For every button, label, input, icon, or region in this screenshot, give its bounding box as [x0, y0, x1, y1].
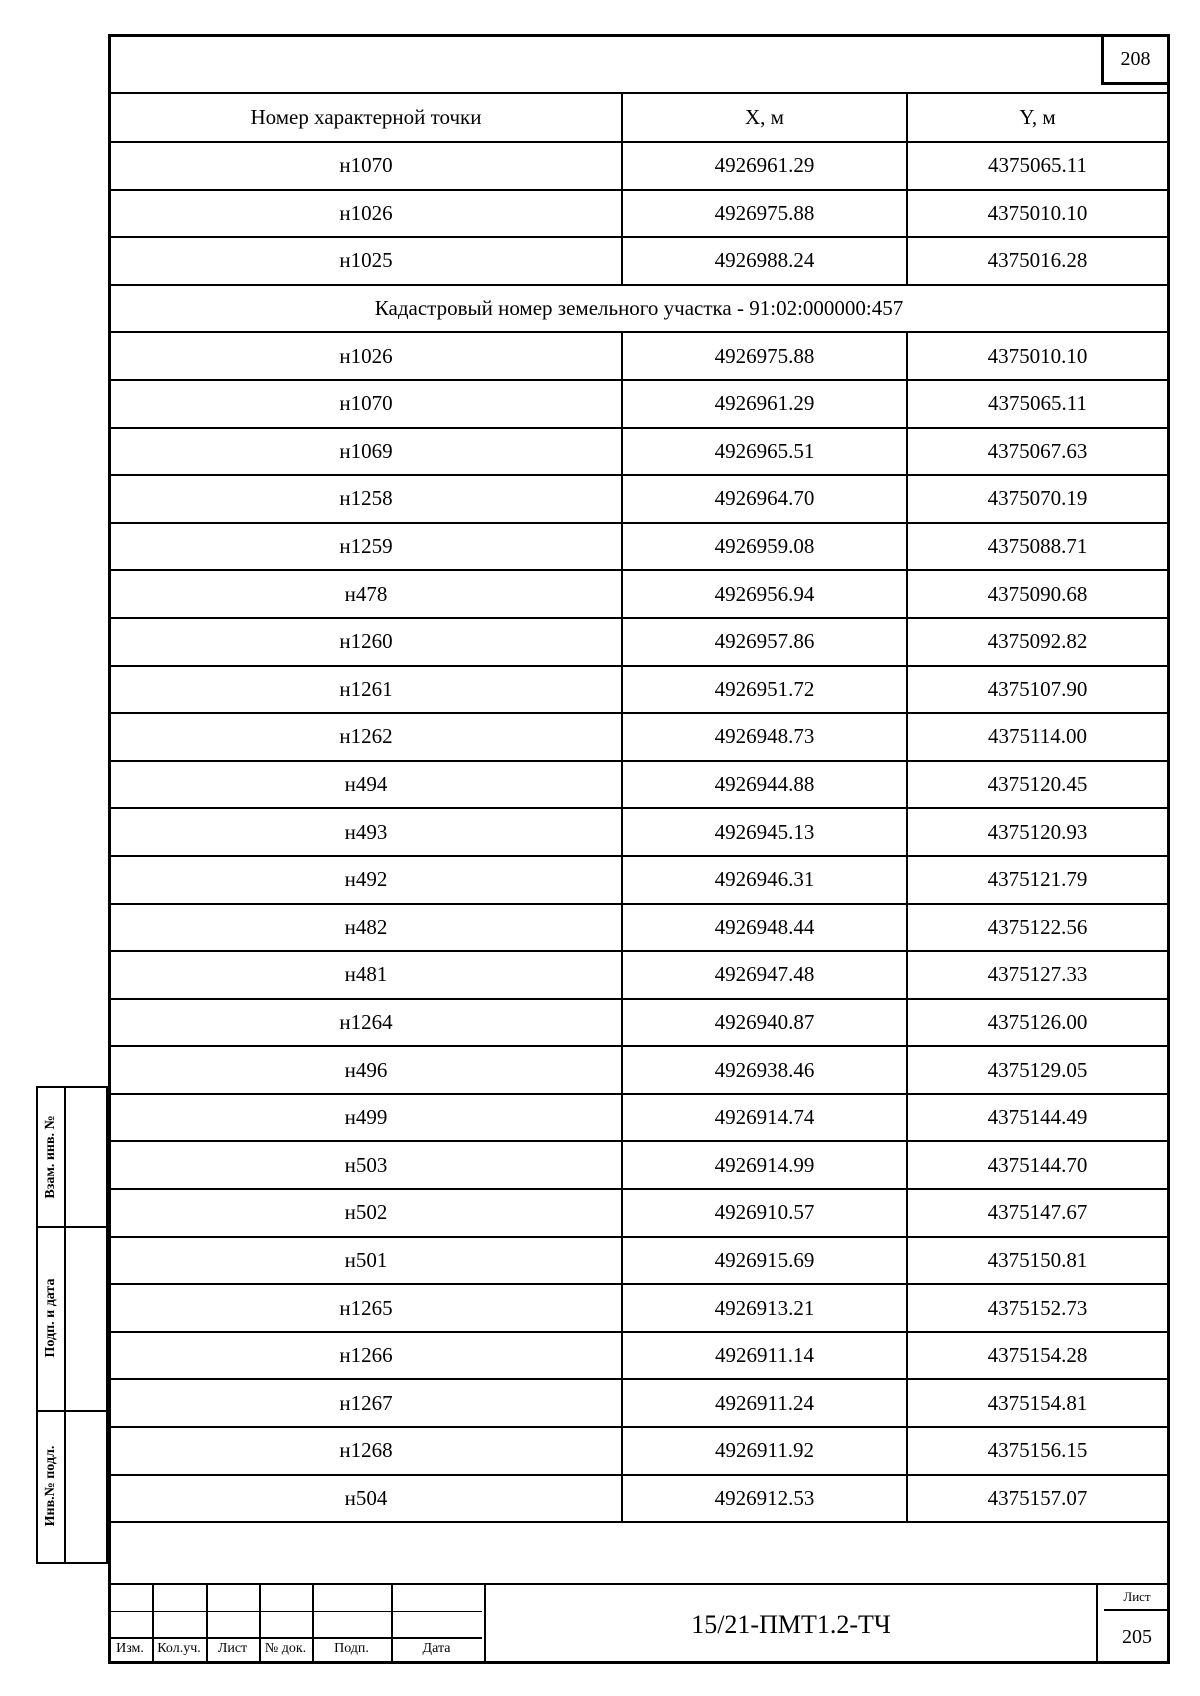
point-cell: н1260 [111, 618, 622, 666]
x-cell: 4926915.69 [622, 1237, 907, 1285]
table-row [111, 1046, 1167, 1094]
y-cell: 4375156.15 [907, 1427, 1167, 1475]
table-header-row [111, 93, 1167, 142]
y-cell: 4375067.63 [907, 428, 1167, 476]
x-cell: 4926975.88 [622, 332, 907, 380]
y-cell: 4375090.68 [907, 570, 1167, 618]
x-cell: 4926961.29 [622, 380, 907, 428]
point-cell: н1261 [111, 666, 622, 714]
x-cell: 4926914.99 [622, 1141, 907, 1189]
point-cell: н494 [111, 761, 622, 809]
x-cell: 4926951.72 [622, 666, 907, 714]
coordinates-table [111, 92, 1167, 1523]
table-row [111, 1141, 1167, 1189]
point-cell: н1026 [111, 190, 622, 238]
x-cell: 4926946.31 [622, 856, 907, 904]
point-cell: н493 [111, 808, 622, 856]
point-cell: н1025 [111, 237, 622, 285]
x-cell: 4926938.46 [622, 1046, 907, 1094]
x-cell: 4926947.48 [622, 951, 907, 999]
page-number-top: 208 [1101, 37, 1167, 85]
y-cell: 4375154.28 [907, 1332, 1167, 1380]
y-cell: 4375147.67 [907, 1189, 1167, 1237]
point-cell: н1070 [111, 380, 622, 428]
y-cell: 4375144.70 [907, 1141, 1167, 1189]
table-row [111, 904, 1167, 952]
col-izm: Изм. [116, 1641, 144, 1656]
page-frame [108, 34, 1170, 1664]
table-row [111, 1189, 1167, 1237]
table-body [111, 142, 1167, 1522]
sheet-label: Лист [1104, 1585, 1170, 1611]
table-row [111, 1284, 1167, 1332]
col-doc-no: № док. [264, 1641, 307, 1656]
col-data: Дата [422, 1641, 451, 1656]
table-row [111, 570, 1167, 618]
x-cell: 4926948.44 [622, 904, 907, 952]
table-row [111, 142, 1167, 190]
table-row [111, 1332, 1167, 1380]
x-cell: 4926956.94 [622, 570, 907, 618]
y-cell: 4375154.81 [907, 1379, 1167, 1427]
point-cell: н1267 [111, 1379, 622, 1427]
table-row [111, 190, 1167, 238]
y-cell: 4375088.71 [907, 523, 1167, 571]
table-row [111, 999, 1167, 1047]
header-x: X, м [622, 93, 907, 142]
margin-podp-data [36, 1226, 108, 1412]
margin-label: Взам. инв. № [43, 1115, 58, 1199]
x-cell: 4926940.87 [622, 999, 907, 1047]
y-cell: 4375152.73 [907, 1284, 1167, 1332]
table-row [111, 618, 1167, 666]
point-cell: н478 [111, 570, 622, 618]
table-row [111, 332, 1167, 380]
table-row [111, 237, 1167, 285]
y-cell: 4375010.10 [907, 190, 1167, 238]
x-cell: 4926912.53 [622, 1475, 907, 1523]
y-cell: 4375157.07 [907, 1475, 1167, 1523]
title-block [108, 1583, 1170, 1664]
point-cell: н482 [111, 904, 622, 952]
x-cell: 4926944.88 [622, 761, 907, 809]
y-cell: 4375127.33 [907, 951, 1167, 999]
sheet-number: 205 [1122, 1625, 1152, 1648]
y-cell: 4375107.90 [907, 666, 1167, 714]
table-row [111, 808, 1167, 856]
y-cell: 4375144.49 [907, 1094, 1167, 1142]
col-kol-uch: Кол.уч. [157, 1641, 201, 1656]
x-cell: 4926957.86 [622, 618, 907, 666]
y-cell: 4375092.82 [907, 618, 1167, 666]
y-cell: 4375010.10 [907, 332, 1167, 380]
y-cell: 4375070.19 [907, 475, 1167, 523]
x-cell: 4926964.70 [622, 475, 907, 523]
x-cell: 4926988.24 [622, 237, 907, 285]
point-cell: н1259 [111, 523, 622, 571]
x-cell: 4926965.51 [622, 428, 907, 476]
col-list: Лист [217, 1641, 248, 1656]
y-cell: 4375121.79 [907, 856, 1167, 904]
x-cell: 4926961.29 [622, 142, 907, 190]
point-cell: н1258 [111, 475, 622, 523]
x-cell: 4926945.13 [622, 808, 907, 856]
table-row [111, 951, 1167, 999]
x-cell: 4926948.73 [622, 713, 907, 761]
point-cell: н1268 [111, 1427, 622, 1475]
y-cell: 4375114.00 [907, 713, 1167, 761]
y-cell: 4375120.45 [907, 761, 1167, 809]
x-cell: 4926913.21 [622, 1284, 907, 1332]
table-row [111, 1094, 1167, 1142]
y-cell: 4375126.00 [907, 999, 1167, 1047]
margin-inv-podl [36, 1410, 108, 1564]
margin-label: Подп. и дата [43, 1278, 58, 1358]
table-row [111, 523, 1167, 571]
section-row [111, 285, 1167, 333]
point-cell: н496 [111, 1046, 622, 1094]
x-cell: 4926975.88 [622, 190, 907, 238]
revision-grid [108, 1585, 482, 1664]
point-cell: н1265 [111, 1284, 622, 1332]
y-cell: 4375065.11 [907, 142, 1167, 190]
margin-vzam-inv [36, 1086, 108, 1228]
point-cell: н1262 [111, 713, 622, 761]
point-cell: н502 [111, 1189, 622, 1237]
x-cell: 4926911.24 [622, 1379, 907, 1427]
y-cell: 4375016.28 [907, 237, 1167, 285]
margin-label: Инв.№ подл. [43, 1445, 58, 1527]
document-code: 15/21-ПМТ1.2-ТЧ [484, 1585, 1098, 1664]
y-cell: 4375065.11 [907, 380, 1167, 428]
cadastral-number: Кадастровый номер земельного участка - 91:02:000000:457 [111, 285, 1167, 333]
header-point: Номер характерной точки [111, 93, 622, 142]
point-cell: н503 [111, 1141, 622, 1189]
table-row [111, 1427, 1167, 1475]
table-row [111, 713, 1167, 761]
table-row [111, 475, 1167, 523]
point-cell: н499 [111, 1094, 622, 1142]
point-cell: н1070 [111, 142, 622, 190]
point-cell: н501 [111, 1237, 622, 1285]
y-cell: 4375120.93 [907, 808, 1167, 856]
point-cell: н492 [111, 856, 622, 904]
point-cell: н1069 [111, 428, 622, 476]
point-cell: н1264 [111, 999, 622, 1047]
point-cell: н481 [111, 951, 622, 999]
x-cell: 4926910.57 [622, 1189, 907, 1237]
header-y: Y, м [907, 93, 1167, 142]
table-row [111, 1237, 1167, 1285]
table-row [111, 856, 1167, 904]
point-cell: н504 [111, 1475, 622, 1523]
x-cell: 4926911.92 [622, 1427, 907, 1475]
y-cell: 4375129.05 [907, 1046, 1167, 1094]
x-cell: 4926914.74 [622, 1094, 907, 1142]
table-row [111, 761, 1167, 809]
point-cell: н1266 [111, 1332, 622, 1380]
y-cell: 4375150.81 [907, 1237, 1167, 1285]
point-cell: н1026 [111, 332, 622, 380]
table-row [111, 1379, 1167, 1427]
table-row [111, 1475, 1167, 1523]
table-row [111, 666, 1167, 714]
x-cell: 4926911.14 [622, 1332, 907, 1380]
col-podp: Подп. [334, 1641, 369, 1656]
table-row [111, 380, 1167, 428]
table-row [111, 428, 1167, 476]
x-cell: 4926959.08 [622, 523, 907, 571]
y-cell: 4375122.56 [907, 904, 1167, 952]
